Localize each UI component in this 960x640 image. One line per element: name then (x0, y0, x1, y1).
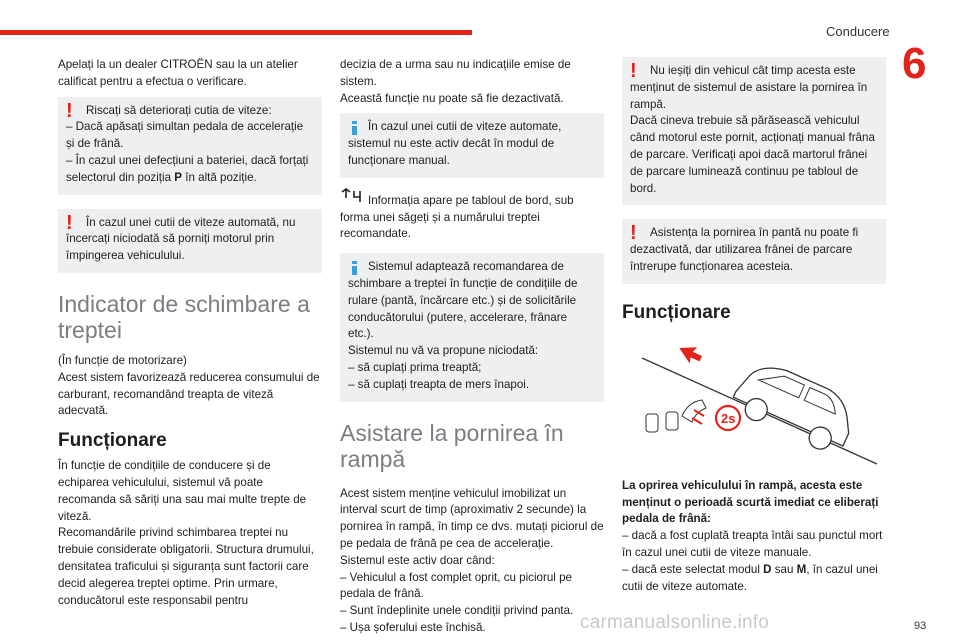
info-box: Sistemul adaptează recomandarea de schimbare a treptei în funcție de condițiile de rulare (pantă, încărcare etc.) și de solicitările conducătorului (putere, accelerare, frânare etc.). Sistemul nu vă va propune niciodată: – să cuplați prima treaptă; – să cuplați treapta de mers înapoi. (340, 253, 604, 401)
warning-box: ! Nu ieșiți din vehicul cât timp acesta este menținut de sistemul de asistare la pornirea în rampă. Dacă cineva trebuie să părăsească vehiculul când motorul este pornit, acționați manual frâna de parcare. Verificați apoi dacă martorul frânei de parcare luminează continuu pe tabloul de bord. (622, 57, 886, 205)
chapter-number: 6 (902, 39, 927, 88)
gear-shift-icon (340, 188, 368, 210)
heading-hill-start: Asistare la pornirea în rampă (340, 419, 564, 472)
warning-box: ! În cazul unei cutii de viteze automată, nu încercați niciodată să porniți motorul prin împingerea vehiculului. (58, 209, 322, 273)
warning-icon: ! (66, 99, 73, 122)
hill-hold-bold: La oprirea vehiculului în rampă, acesta este menținut o perioadă scurtă imediat ce eliberați pedala de frână: (622, 478, 879, 526)
description: Acest sistem favorizează reducerea consumului de carburant, recomandând treapta de viteză adecvată. (58, 370, 320, 418)
heading-functionare: Funcționare (622, 301, 731, 323)
intro-text: Apelați la un dealer CITROËN sau la un atelier calificat pentru a efectua o verificare. (58, 58, 298, 88)
dashboard-note: Informația apare pe tabloul de bord, sub forma unei săgeți și a numărului treptei recomandate. (340, 188, 604, 243)
warning-box: ! Riscați să deteriorați cutia de viteze: – Dacă apăsați simultan pedala de accelerație și de frână. – În cazul unei defecțiuni a bateriei, dacă forțați selectorul din poziția P în altă poziție. (58, 97, 322, 195)
section-title: Conducere (826, 24, 890, 39)
heading-functionare: Funcționare (58, 430, 167, 452)
hill-hold-conditions: – dacă a fost cuplată treapta întâi sau punctul mort în cazul unei cutii de viteze manuale. – dacă este selectat modul D sau M, în cazul unei cutii de viteze automate. (622, 529, 883, 593)
info-icon (352, 261, 357, 275)
two-second-badge: 2s (721, 410, 736, 426)
subtitle: (În funcție de motorizare) (58, 353, 187, 367)
watermark: carmanualsonline.info (580, 612, 770, 633)
continued-text: decizia de a urma sau nu indicațiile emise de sistem. Această funcție nu poate să fie dezactivată. (340, 58, 571, 105)
warning-box: ! Asistența la pornirea în pantă nu poate fi dezactivată, dar utilizarea frânei de parcare întrerupe funcționarea acesteia. (622, 219, 886, 283)
column-1 (58, 57, 322, 609)
page-number: 93 (914, 620, 927, 632)
warning-icon: ! (630, 60, 637, 82)
warning-icon: ! (630, 222, 637, 245)
info-icon (352, 121, 357, 135)
hill-start-illustration (622, 338, 886, 468)
column-3 (622, 57, 886, 595)
top-accent-bar (0, 30, 472, 35)
heading-gear-indicator: Indicator de schimbare a treptei (58, 290, 310, 343)
warning-icon: ! (66, 211, 73, 234)
info-box: În cazul unei cutii de viteze automate, sistemul nu este activ decât în modul de funcționare manual. (340, 113, 604, 177)
column-2 (340, 57, 604, 637)
hill-start-text: Acest sistem menține vehiculul imobilizat un interval scurt de timp (aproximativ 2 secunde) la pornirea în rampă, în timp ce dvs. mutați piciorul de pe pedala de frână pe cea de accelerație. Sistemul este activ doar când: – Vehiculul a fost complet oprit, cu piciorul pe pedala de frână. – Sunt îndeplinite unele condiții privind panta. – Ușa șoferului este închisă. (340, 486, 604, 634)
function-text: În funcție de condițiile de conducere și de echiparea vehiculului, sistemul vă poate recomanda să săriți una sau mai multe trepte de viteză. Recomandările privind schimbarea treptei nu trebuie considerate obligatorii. Structura drumului, densitatea traficului și siguranța sunt factorii care decid alegerea treptei optime. Prin urmare, conducătorul este responsabil pentru (58, 459, 314, 607)
